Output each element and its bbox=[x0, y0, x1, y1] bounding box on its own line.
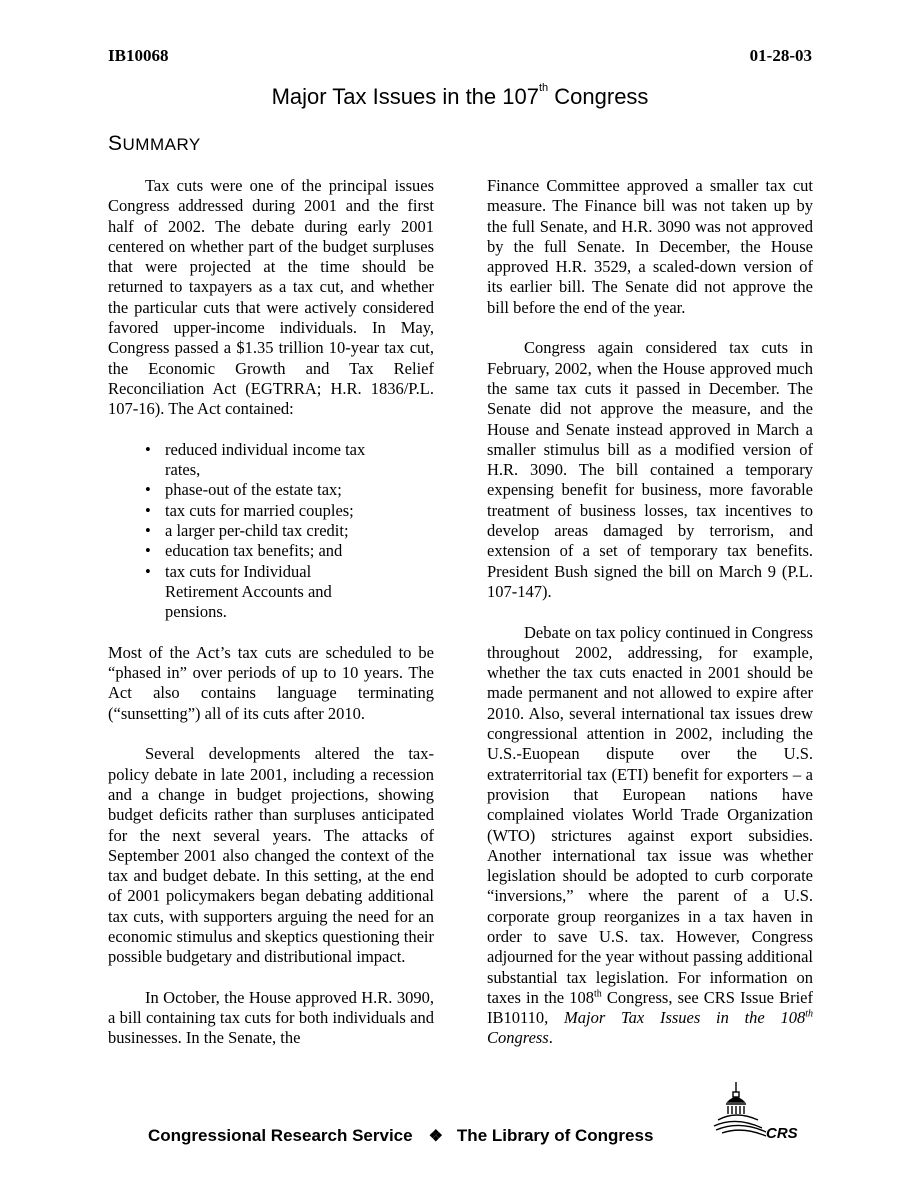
title-prefix: Major Tax Issues in the 107 bbox=[271, 84, 539, 109]
footer-library: The Library of Congress bbox=[456, 1126, 654, 1145]
issue-brief-title-text: Congress bbox=[487, 1028, 549, 1048]
bullet-item: • phase-out of the estate tax; bbox=[145, 480, 385, 500]
paragraph: In October, the House approved H.R. 3090, a bill containing tax cuts for both individuals and businesses. In the Senate, the bbox=[108, 987, 434, 1048]
page-title bbox=[0, 84, 920, 110]
right-column bbox=[487, 176, 813, 1069]
crs-logo-text: CRS bbox=[766, 1125, 798, 1142]
paragraph: Finance Committee approved a smaller tax cut measure. The Finance bill was not taken up by the full Senate, and H.R. 3090 was not approved by the full Senate. In December, the House approved H.R. 3529, a scaled-down version of its earlier bill. The Senate did not approve the bill before the end of the year. bbox=[487, 176, 813, 317]
paragraph bbox=[487, 623, 813, 1049]
paragraph: Congress again considered tax cuts in February, 2002, when the House approved much the same tax cuts it passed in December. The Senate did not approve the measure, and the House and Senate instead approved in March a smaller stimulus bill as a modified version of H.R. 3090. The bill contained a temporary expensing benefit for business, more favorable treatment of business losses, tax incentives to develop areas damaged by terrorism, and extension of a set of temporary tax benefits. President Bush signed the bill on March 9 (P.L. 107-147). bbox=[487, 338, 813, 601]
document-date: 01-28-03 bbox=[749, 46, 812, 65]
title-superscript: th bbox=[538, 82, 549, 94]
document-id: IB10068 bbox=[108, 46, 169, 65]
bullet-item: • tax cuts for Individual Retirement Accounts and pensions. bbox=[145, 562, 385, 623]
paragraph: Several developments altered the tax-policy debate in late 2001, including a recession and a change in budget projections, showing budget deficits rather than surpluses anticipated for the next several years. The attacks of September 2001 also changed the context of the tax and budget debate. In this setting, at the end of 2001 policymakers began debating additional tax cuts, with supporters arguing the need for an economic stimulus and skeptics questioning their possible budgetary and distributional impact. bbox=[108, 744, 434, 967]
title-suffix: Congress bbox=[548, 84, 649, 109]
paragraph-text: Debate on tax policy continued in Congress throughout 2002, addressing, for example, whether the tax cuts enacted in 2001 should be made permanent and not allowed to expire after 2010. Also, several international tax issues drew congressional attention in 2002, including the U.S.-Euopean dispute over the U.S. extraterritorial tax (ETI) benefit for exporters – a provision that European nations have complained violates World Trade Organization (WTO) strictures against export subsidies. Another international tax issue was whether legislation should be adopted to curb corporate “inversions,” where the parent of a U.S. corporate group reorganizes in a tax haven in order to save U.S. tax. However, Congress adjourned for the year without passing additional substantial tax legislation. For information on taxes in the 108 bbox=[487, 622, 813, 1007]
section-heading-initial: S bbox=[108, 132, 123, 155]
issue-brief-title-text: Major Tax Issues in the 108 bbox=[564, 1008, 806, 1028]
footer-org: Congressional Research Service bbox=[148, 1126, 413, 1145]
footer bbox=[148, 1126, 653, 1146]
bullet-item: • a larger per-child tax credit; bbox=[145, 521, 385, 541]
bullet-item: • tax cuts for married couples; bbox=[145, 501, 385, 521]
paragraph: Tax cuts were one of the principal issues Congress addressed during 2001 and the first half of 2002. The debate during early 2001 centered on whether part of the budget surpluses that were projected at the time should be returned to taxpayers as a tax cut, and whether the particular cuts that were actively considered favored upper-income individuals. In May, Congress passed a $1.35 trillion 10-year tax cut, the Economic Growth and Tax Relief Reconciliation Act (EGTRRA; H.R. 1836/P.L. 107-16). The Act contained: bbox=[108, 176, 434, 419]
paragraph-text: Congress, see CRS Issue Brief IB10110, bbox=[487, 987, 814, 1028]
section-heading-rest: UMMARY bbox=[122, 135, 201, 154]
superscript: th bbox=[594, 988, 602, 1000]
left-column bbox=[108, 176, 434, 1069]
section-heading bbox=[108, 132, 201, 156]
paragraph-text: . bbox=[548, 1028, 553, 1048]
bullet-item: • reduced individual income tax rates, bbox=[145, 440, 385, 481]
bullet-item: • education tax benefits; and bbox=[145, 541, 385, 561]
crs-logo-icon bbox=[712, 1080, 812, 1150]
paragraph: Most of the Act’s tax cuts are scheduled to be “phased in” over periods of up to 10 years. The Act also contains language terminating (“sunsetting”) all of its cuts after 2010. bbox=[108, 642, 434, 723]
superscript: th bbox=[805, 1008, 813, 1020]
bullet-list bbox=[108, 440, 434, 623]
diamond-separator-icon: ❖ bbox=[428, 1128, 443, 1145]
